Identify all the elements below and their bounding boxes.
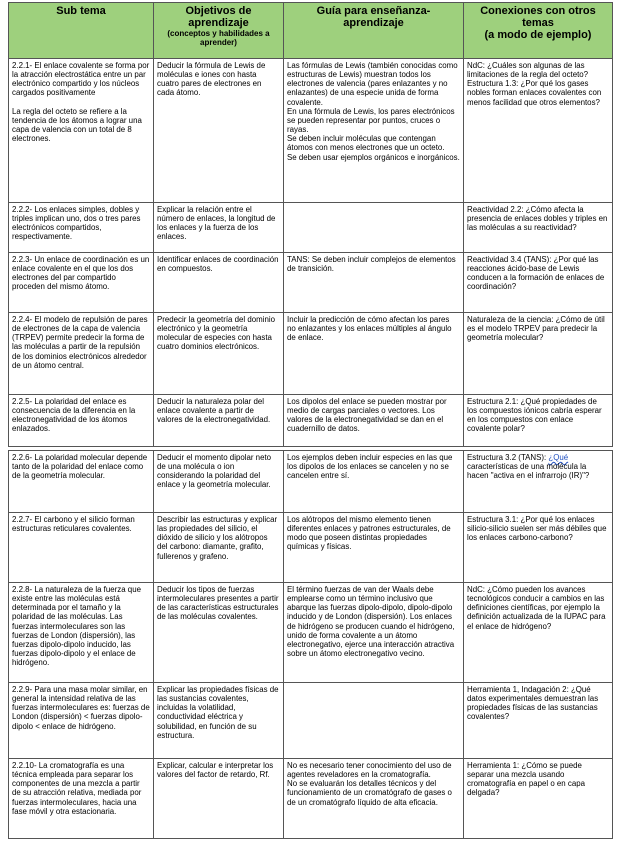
spellcheck-word: ¿Qué (548, 453, 569, 462)
cell-subtema: 2.2.2- Los enlaces simples, dobles y triples implican uno, dos o tres pares electrónicos compartidos, respectivamente. (9, 203, 154, 253)
header-row (9, 3, 613, 59)
cell-subtema: 2.2.9- Para una masa molar similar, en general la intensidad relativa de las fuerzas intermoleculares es: fuerzas de London (dispersión) < fuerzas dipolo-dipolo < enlace de hidrógeno. (9, 683, 154, 759)
header-objetivos: Objetivos de aprendizaje (conceptos y habilidades a aprender) (154, 3, 284, 59)
table-row (9, 253, 613, 313)
cell-subtema: 2.2.6- La polaridad molecular depende tanto de la polaridad del enlace como de la geometría molecular. (9, 451, 154, 513)
conexion-pre: Estructura 3.2 (TANS): (467, 453, 549, 462)
cell-guia: Las fórmulas de Lewis (también conocidas como estructuras de Lewis) muestran todos los electrones de valencia (pares enlazantes y no enlazantes) de una especie unida de forma covalente. En una fórmula de Lewis, los pares electrónicos se pueden representar por puntos, cruces o rayas. Se deben incluir moléculas que contengan átomos con menos electrones que un octeto. Se deben usar ejemplos orgánicos e inorgánicos. (284, 59, 464, 203)
cell-conexion: NdC: ¿Cuáles son algunas de las limitaciones de la regla del octeto? Estructura 1.3: ¿Por qué los gases nobles forman enlaces covalentes con menos facilidad que otros elementos? (464, 59, 613, 203)
cell-objetivo: Explicar las propiedades físicas de las sustancias covalentes, incluidas la volatilidad, conductividad eléctrica y solubilidad, en función de su estructura. (154, 683, 284, 759)
header-conexiones: Conexiones con otros temas (a modo de ejemplo) (464, 3, 613, 59)
cell-subtema: 2.2.4- El modelo de repulsión de pares de electrones de la capa de valencia (TRPEV) permite predecir la forma de las moléculas a partir de la repulsión de los dominios electrónicos alrededor de un átomo central. (9, 313, 154, 395)
table-row (9, 59, 613, 203)
cell-objetivo: Explicar, calcular e interpretar los valores del factor de retardo, Rf. (154, 759, 284, 839)
cell-subtema: 2.2.10- La cromatografía es una técnica empleada para separar los componentes de una mezcla a partir de su atracción relativa, mediada por fuerzas intermoleculares, hacia una fase móvil y otra estacionaria. (9, 759, 154, 839)
cell-subtema: 2.2.8- La naturaleza de la fuerza que existe entre las moléculas está determinada por el tamaño y la polaridad de las moléculas. Las fuerzas intermoleculares son las fuerzas de London (dispersión), las fuerzas dipolo-dipolo inducido, las fuerzas dipolo-dipolo y el enlace de hidrógeno. (9, 583, 154, 683)
cell-conexion: Estructura 3.1: ¿Por qué los enlaces silicio-silicio suelen ser más débiles que los enlaces carbono-carbono? (464, 513, 613, 583)
cell-conexion: Reactividad 2.2: ¿Cómo afecta la presencia de enlaces dobles y triples en las moléculas a su reactividad? (464, 203, 613, 253)
curriculum-table (8, 2, 613, 839)
table-row (9, 451, 613, 513)
cell-conexion: NdC: ¿Cómo pueden los avances tecnológicos conducir a cambios en las definiciones científicas, por ejemplo la definición actualizada de la IUPAC para el enlace de hidrógeno? (464, 583, 613, 683)
table-row (9, 583, 613, 683)
cell-objetivo: Describir las estructuras y explicar las propiedades del silicio, el dióxido de silicio y los alótropos del carbono: diamante, grafito, fullerenos y grafeno. (154, 513, 284, 583)
cell-objetivo: Deducir el momento dipolar neto de una molécula o ion considerando la polaridad del enlace y la geometría molecular. (154, 451, 284, 513)
cell-objetivo: Deducir la naturaleza polar del enlace covalente a partir de valores de la electronegatividad. (154, 395, 284, 447)
cell-objetivo: Deducir los tipos de fuerzas intermoleculares presentes a partir de las características estructurales de las moléculas covalentes. (154, 583, 284, 683)
cell-guia: El término fuerzas de van der Waals debe emplearse como un término inclusivo que abarque las fuerzas dipolo-dipolo, dipolo-dipolo inducido y de London (dispersión). Los enlaces de hidrógeno se producen cuando el hidrógeno, unido de forma covalente a un átomo electronegativo, ejerce una interacción atractiva sobre un átomo electronegativo vecino. (284, 583, 464, 683)
cell-subtema: 2.2.1- El enlace covalente se forma por la atracción electrostática entre un par electrónico compartido y los núcleos cargados positivamente La regla del octeto se refiere a la tendencia de los átomos a lograr una capa de valencia con un total de 8 electrones. (9, 59, 154, 203)
cell-conexion: Reactividad 3.4 (TANS): ¿Por qué las reacciones ácido-base de Lewis conducen a la formación de enlaces de coordinación? (464, 253, 613, 313)
table-row (9, 395, 613, 447)
cell-objetivo: Explicar la relación entre el número de enlaces, la longitud de los enlaces y la fuerza de los enlaces. (154, 203, 284, 253)
header-guia: Guía para enseñanza-aprendizaje (284, 3, 464, 59)
cell-guia: Los ejemplos deben incluir especies en las que los dipolos de los enlaces se cancelen y no se cancelen entre sí. (284, 451, 464, 513)
cell-guia: Los alótropos del mismo elemento tienen diferentes enlaces y patrones estructurales, de modo que poseen distintas propiedades químicas y físicas. (284, 513, 464, 583)
cell-subtema: 2.2.3- Un enlace de coordinación es un enlace covalente en el que los dos electrones del par compartido proceden del mismo átomo. (9, 253, 154, 313)
cell-conexion (464, 451, 613, 513)
cell-conexion: Naturaleza de la ciencia: ¿Cómo de útil es el modelo TRPEV para predecir la geometría molecular? (464, 313, 613, 395)
header-subtema: Sub tema (9, 3, 154, 59)
cell-conexion: Herramienta 1, Indagación 2: ¿Qué datos experimentales demuestran las propiedades físicas de las sustancias covalentes? (464, 683, 613, 759)
table-row (9, 513, 613, 583)
cell-subtema: 2.2.5- La polaridad del enlace es consecuencia de la diferencia en la electronegatividad de los átomos enlazados. (9, 395, 154, 447)
table-row (9, 683, 613, 759)
conexion-post: características de una molécula la hacen "activa en el infrarrojo (IR)"? (467, 462, 590, 481)
cell-conexion: Estructura 2.1: ¿Qué propiedades de los compuestos iónicos cabría esperar en los compuestos con enlace covalente polar? (464, 395, 613, 447)
cell-guia (284, 203, 464, 253)
cell-guia: Los dipolos del enlace se pueden mostrar por medio de cargas parciales o vectores. Los valores de la electronegatividad se dan en el cuadernillo de datos. (284, 395, 464, 447)
cell-guia: TANS: Se deben incluir complejos de elementos de transición. (284, 253, 464, 313)
cell-guia (284, 683, 464, 759)
table-row (9, 759, 613, 839)
cell-subtema: 2.2.7- El carbono y el silicio forman estructuras reticulares covalentes. (9, 513, 154, 583)
cell-objetivo: Deducir la fórmula de Lewis de moléculas e iones con hasta cuatro pares de electrones en cada átomo. (154, 59, 284, 203)
table-row (9, 313, 613, 395)
cell-guia: No es necesario tener conocimiento del uso de agentes reveladores en la cromatografía. No se evaluarán los detalles técnicos y del funcionamiento de un cromatógrafo de gases o de un cromatógrafo líquido de alta eficacia. (284, 759, 464, 839)
cell-guia: Incluir la predicción de cómo afectan los pares no enlazantes y los enlaces múltiples al ángulo de enlace. (284, 313, 464, 395)
table-row (9, 203, 613, 253)
cell-objetivo: Identificar enlaces de coordinación en compuestos. (154, 253, 284, 313)
cell-conexion: Herramienta 1: ¿Cómo se puede separar una mezcla usando cromatografía en papel o en capa delgada? (464, 759, 613, 839)
cell-objetivo: Predecir la geometría del dominio electrónico y la geometría molecular de especies con hasta cuatro dominios electrónicos. (154, 313, 284, 395)
